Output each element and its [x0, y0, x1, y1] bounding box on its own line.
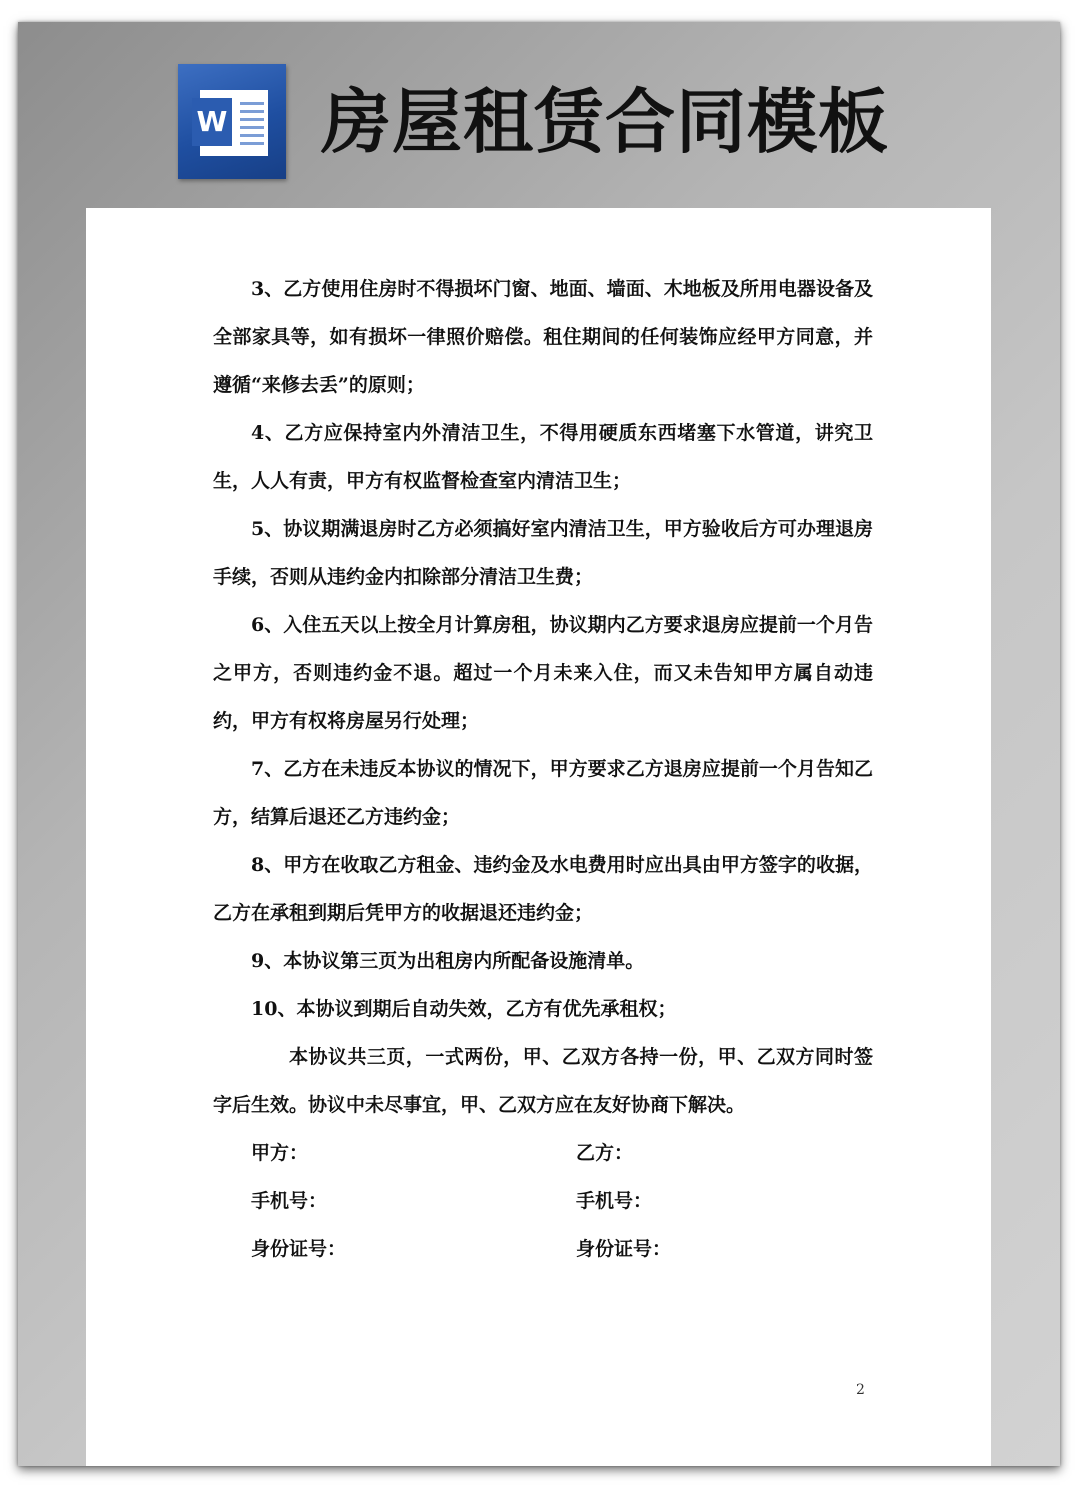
- clause-10: 10、本协议到期后自动失效，乙方有优先承租权；: [251, 998, 677, 1020]
- clause-6: 6、入住五天以上按全月计算房租，协议期内乙方要求退房应提前一个月告之甲方，否则违约金不退。超过一个月未来入住，而又未告知甲方属自动违约，甲方有权将房屋另行处理；: [213, 614, 873, 732]
- word-icon: [178, 64, 286, 179]
- document-page: [86, 208, 991, 1466]
- signature-row-party: [213, 1129, 873, 1177]
- clause-5: 5、协议期满退房时乙方必须搞好室内清洁卫生，甲方验收后方可办理退房手续，否则从违约金内扣除部分清洁卫生费；: [213, 518, 873, 588]
- banner-title: 房屋租赁合同模板: [321, 81, 889, 163]
- party-b-id-label: 身份证号：: [576, 1238, 672, 1260]
- clause-4: 4、乙方应保持室内外清洁卫生，不得用硬质东西堵塞下水管道，讲究卫生，人人有责，甲方有权监督检查室内清洁卫生；: [213, 422, 873, 492]
- signature-row-phone: [213, 1177, 873, 1225]
- signature-row-id: [213, 1225, 873, 1273]
- clause-7: 7、乙方在未违反本协议的情况下，甲方要求乙方退房应提前一个月告知乙方，结算后退还乙方违约金；: [213, 758, 873, 828]
- clause-9: 9、本协议第三页为出租房内所配备设施清单。: [251, 950, 645, 972]
- party-a-phone-label: 手机号：: [251, 1190, 328, 1212]
- closing-paragraph: 本协议共三页，一式两份，甲、乙双方各持一份，甲、乙双方同时签字后生效。协议中未尽事宜，甲、乙双方应在友好协商下解决。: [213, 1046, 873, 1116]
- clause-8: 8、甲方在收取乙方租金、违约金及水电费用时应出具由甲方签字的收据，乙方在承租到期后凭甲方的收据退还违约金；: [213, 854, 873, 924]
- party-b-phone-label: 手机号：: [576, 1190, 653, 1212]
- clause-3: 3、乙方使用住房时不得损坏门窗、地面、墙面、木地板及所用电器设备及全部家具等，如有损坏一律照价赔偿。租住期间的任何装饰应经甲方同意，并遵循“来修去丢”的原则；: [213, 278, 873, 396]
- page-number: 2: [856, 1382, 865, 1398]
- party-a-label: 甲方：: [251, 1142, 309, 1164]
- template-banner: [18, 22, 1060, 1466]
- party-a-id-label: 身份证号：: [251, 1238, 347, 1260]
- party-b-label: 乙方：: [576, 1142, 634, 1164]
- document-body: [213, 265, 873, 1273]
- word-letter: W: [192, 98, 232, 146]
